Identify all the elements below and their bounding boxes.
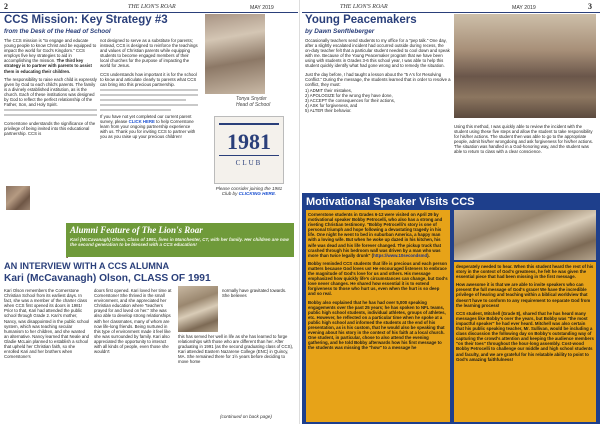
interview-kicker: AN INTERVIEW WITH A CCS ALUMNA — [4, 261, 170, 271]
interview-title: Kari (McCavanagh) Olson, CLASS OF 1991 — [4, 273, 211, 284]
page-number-left: 2 — [4, 2, 8, 11]
classroom-photo — [454, 14, 596, 118]
masthead-right: THE LION'S ROAR — [340, 4, 388, 10]
alumni-feature-banner — [66, 223, 294, 257]
interview-col3: this has served her well in life as she has learned to forge relationships with those who are different than her. After graduating in 1991 (as the second graduating class of CCS), Kari attended Eastern Nazarene College (ENC) in Quincy, MA. She remained there for 1½ years before deciding to move home — [178, 334, 294, 365]
article-subtitle-key-strategy: from the Desk of the Head of School — [4, 28, 111, 35]
speaker-col1: Cornerstone students in Grades 6-12 were visited on April 29 by motivational speaker Bobby Petrocelli, who also has a strong and riveting Christian testimony. "Bobby Petrocelli's story is one of personal triumph and hope following a devastating tragedy in his life. One night he went to bed in suburban America, a happy man with a loving wife. But when he woke up dazed in his kitchen, his wife was dead and his life forever changed. The pickup truck that crashed through his bedroom wall was driven by a man who was more than twice legally drunk" (https://www.10secondsmd). Bobby reminded CCS students that life is precious and each person matters because God loves us! He encouraged listeners to embrace the magnitude of God's love for us and others. His message emphasized how quickly life's circumstances can change, but God's love never changes. He shared how essential it is to extend forgiveness to those who hurt us, even when the hurt is so deep and so real. Bobby also explained that he has had over 5,000 speaking engagements over the past 25 years; he has spoken to NFL teams, public high school students, individual athletes, groups of athletes, etc. However, he reflected on a particular time when he spoke at a public high school and informed the students at the end of his presentation, as is his custom, that he would also be speaking that evening about his story in the context of his faith at a local church. One student, in particular, chose to also attend the evening gathering, and he told Bobby afterwards how his first message to the students was missing the "how" to a message he — [306, 210, 450, 422]
alumna-photo — [178, 286, 218, 332]
head-of-school-photo — [205, 14, 265, 94]
club-link[interactable]: CLICKING HERE — [238, 191, 275, 197]
speaker-photo — [454, 210, 596, 260]
banner-spacer — [66, 257, 68, 258]
1981-club-logo[interactable] — [214, 116, 284, 184]
header-rule-left — [0, 12, 298, 13]
motivational-speaker-title: Motivational Speaker Visits CCS — [306, 196, 475, 208]
survey-link[interactable]: CLICK HERE — [128, 118, 155, 124]
speaker-col2: desperately needed to hear. When this student heard the rest of his story in the context of God's greatness, he felt he was given the essential piece that had been missing in the first message. How awesome it is that we are able to invite speakers who can present the full message of God's grace! We have the incredible privilege of hearing and teaching within a biblical worldview that doesn't have to conform to any requirement to separate God from the learning process! CCS student, Mitchell (Grade 8), shared that he has heard many messages like Bobby's over the years, but Bobby was "the most impactful speaker" he had ever heard. Mitchell was also certain that his public speaking teacher, Mr. Sullivan, would be including a class discussion the following day on Bobby's outstanding way of capturing the crowd's attention and keeping the audience members "on their toes" throughout the hour-long assembly. Cost-wood Bobby Petrocelli to challenge our middle and high school students and faculty, and we are grateful for his relatable ability to point to God's amazing faithfulness! — [454, 262, 596, 422]
key-strategy-col2: not designed to serve as a substitute for parents; instead, CCS is designed to reinforce the teachings and values of Christian parents while equipping students to become engaged members of their local churches for the purpose of impacting the world for Jesus. CCS understands how important it is for the school to know and articulate clearly to parents what CCS can bring into this precious partnership. If you have not yet completed our current parent survey, please CLICK HERE to help Cornerstone learn from your ongoing partnership experience with us. Thank you for inviting CCS to partner with you as you raise up your precious children! — [100, 38, 198, 140]
photo-caption-name: Tonya Snyder — [236, 96, 267, 102]
page-number-right: 3 — [588, 2, 592, 11]
photo-caption-role: Head of School — [236, 102, 271, 108]
inline-photo-small — [6, 186, 30, 210]
key-strategy-col1: The CCS mission is "to engage and educate young people to know Christ and be equipped to impact the world for God's Kingdom." CCS employs five key strategies to aid in accomplishing the mission. The third key strategy is to partner with parents to assist them in educating their children. The responsibility to raise each child is expressly given by God to each child's parents. The family is a divinely established institution, as is the church. Each of these institutions was designed by God to reflect the perfect relationship of the Father, Son, and Holy Spirit. Cornerstone understands the significance of the privilege of being invited into this educational partnership. CCS is — [4, 38, 97, 137]
issue-date-right: MAY 2019 — [512, 5, 536, 11]
peacemakers-col1: Occasionally teachers send students to my office for a "pep talk." One day, after a slightly escalated incident had occurred outside during recess, the on-duty teacher felt that a particular student needed to cool down and speak with me. Because of the Young Peacemaker program that we have been using with students in Grades 3-6 this school year, I was able to help this student quickly identify what had gone wrong and to remedy the situation. Just the day before, I had taught a lesson about the "5 A's for Resolving Conflict." During the message, the students learned that in order to resolve a conflict, they must: 1) ADMIT their mistakes, 2) APOLOGIZE for the wrong they have done, 3) ACCEPT the consequences for their actions, 4) ASK for forgiveness, and 5) ALTER their behavior. — [305, 38, 451, 114]
speaker-link[interactable]: https://www.10secondsmd — [373, 252, 428, 258]
five-as-list: 1) ADMIT their mistakes, 2) APOLOGIZE for the wrong they have done, 3) ACCEPT the consequences for their actions, 4) ASK for forgiveness, and 5) ALTER their behavior. — [305, 87, 395, 114]
continued-note: (continued on back page) — [220, 414, 272, 419]
article-title-peacemakers: Young Peacemakers — [305, 14, 417, 26]
masthead-left: THE LION'S ROAR — [128, 4, 176, 10]
alumni-banner-title: Alumni Feature of The Lion's Roar — [70, 225, 203, 235]
interview-col3-top: normally have gravitated towards. She believes — [222, 288, 287, 299]
club-number: 1981 — [227, 129, 271, 154]
club-caption: Please consider joining the 1981 Club by CLICKING HERE. — [215, 186, 283, 197]
club-word: CLUB — [235, 159, 263, 167]
page-gutter — [299, 0, 300, 424]
article-byline-peacemakers: by Dawn Senftleberger — [305, 28, 375, 35]
alumni-banner-subtitle: Kari (McCavanagh) Olson, Class of 1991, lives in Manchester, CT, with her family. Her children are now the second generation to be blessed with a CCS education! — [70, 237, 289, 248]
peacemakers-col2: Using this method, I was quickly able to review the incident with the student using these five steps and allow the student to take responsibility for his/her actions. The student then was able to go to the appropriate people, admit his/her wrongdoing and ask forgiveness for his/her actions. The situation was handled in a God-honoring way, and the student was able to return to class with a clear conscience. — [454, 124, 594, 155]
article-title-key-strategy: CCS Mission: Key Strategy #3 — [4, 14, 168, 26]
issue-date-left: MAY 2019 — [250, 5, 274, 11]
interview-col2: doors first opened. Kari loved her time at Cornerstone! She thrived in the small environment, and she appreciated her Christian education where "teachers prayed for and loved on her." She was also able to develop strong relationships with her classmates, many of whom are now life-long friends. Being nurtured in this type of environment made it feel like she was surrounded by family. Kari also appreciated the opportunity to interact with all kinds of people, even those she wouldn't — [94, 288, 172, 355]
interview-col1: Kari Olson remembers the Cornerstone Christian School from its earliest days. In fact, she was a member of the charter class when CCS first opened its doors in 1981! Prior to that, Kari had attended the public school through Grade 2. Kari's mother, Nancy, was disappointed in the public school system, which was teaching secular humanism to her children, and she wanted an alternative. Nancy learned that Neale and Gladie McLain planned to establish a school that upheld her Christian faith, so she enrolled Kari and her brothers when Cornerstone's — [4, 288, 90, 360]
header-rule-right — [302, 12, 600, 13]
